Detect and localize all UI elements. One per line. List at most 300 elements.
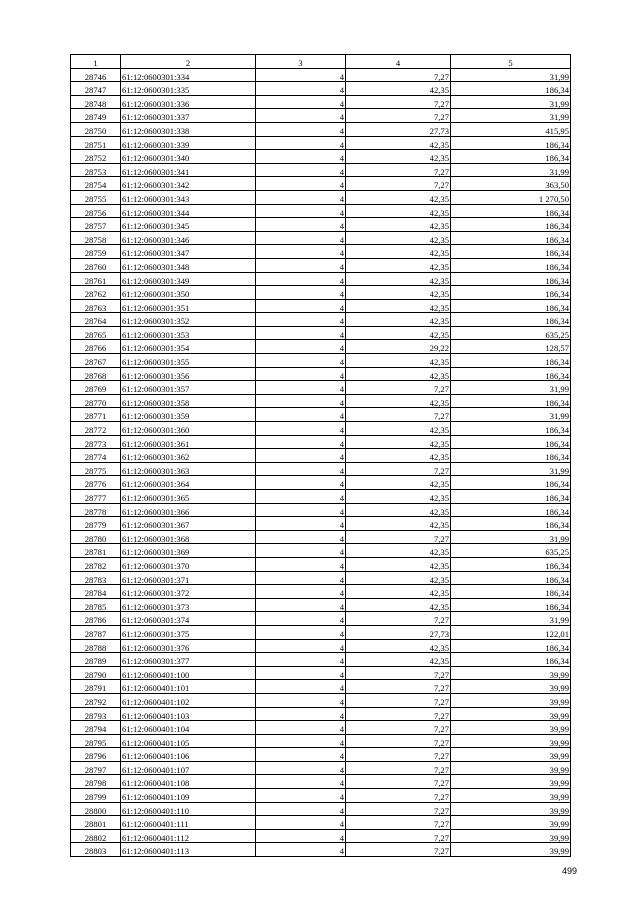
row-number-cell: 28776 (71, 476, 121, 490)
cadastral-number-cell: 61:12:0600301:359 (121, 408, 256, 422)
rate-cell: 42,35 (346, 136, 451, 150)
rate-cell: 7,27 (346, 612, 451, 626)
group-cell: 4 (256, 326, 346, 340)
row-number-cell: 28750 (71, 122, 121, 136)
group-cell: 4 (256, 666, 346, 680)
table-row (71, 680, 571, 694)
row-number-cell: 28754 (71, 177, 121, 191)
rate-cell: 7,27 (346, 408, 451, 422)
value-cell: 186,34 (451, 639, 571, 653)
value-cell: 186,34 (451, 258, 571, 272)
row-number-cell: 28802 (71, 829, 121, 843)
rate-cell: 42,35 (346, 517, 451, 531)
table-row (71, 517, 571, 531)
group-cell: 4 (256, 422, 346, 436)
column-header-1: 1 (71, 55, 121, 69)
group-cell: 4 (256, 476, 346, 490)
rate-cell: 42,35 (346, 476, 451, 490)
rate-cell: 7,27 (346, 843, 451, 857)
group-cell: 4 (256, 761, 346, 775)
table-row (71, 653, 571, 667)
cadastral-number-cell: 61:12:0600301:353 (121, 326, 256, 340)
group-cell: 4 (256, 829, 346, 843)
value-cell: 128,57 (451, 340, 571, 354)
table-row (71, 82, 571, 96)
value-cell: 39,99 (451, 748, 571, 762)
table-row (71, 625, 571, 639)
rate-cell: 7,27 (346, 530, 451, 544)
row-number-cell: 28789 (71, 653, 121, 667)
cadastral-number-cell: 61:12:0600301:349 (121, 272, 256, 286)
group-cell: 4 (256, 598, 346, 612)
table-row (71, 258, 571, 272)
column-header-5: 5 (451, 55, 571, 69)
group-cell: 4 (256, 544, 346, 558)
table-row (71, 313, 571, 327)
row-number-cell: 28779 (71, 517, 121, 531)
table-row (71, 530, 571, 544)
row-number-cell: 28769 (71, 381, 121, 395)
cadastral-number-cell: 61:12:0600301:338 (121, 122, 256, 136)
table-row (71, 503, 571, 517)
row-number-cell: 28803 (71, 843, 121, 857)
rate-cell: 42,35 (346, 435, 451, 449)
table-row (71, 449, 571, 463)
rate-cell: 27,73 (346, 122, 451, 136)
value-cell: 39,99 (451, 829, 571, 843)
group-cell: 4 (256, 843, 346, 857)
value-cell: 186,34 (451, 218, 571, 232)
table-row (71, 367, 571, 381)
value-cell: 186,34 (451, 653, 571, 667)
group-cell: 4 (256, 449, 346, 463)
cadastral-number-cell: 61:12:0600301:341 (121, 163, 256, 177)
table-row (71, 748, 571, 762)
value-cell: 186,34 (451, 517, 571, 531)
table-row (71, 639, 571, 653)
value-cell: 39,99 (451, 666, 571, 680)
group-cell: 4 (256, 517, 346, 531)
rate-cell: 42,35 (346, 82, 451, 96)
table-row (71, 843, 571, 857)
cadastral-number-cell: 61:12:0600301:369 (121, 544, 256, 558)
value-cell: 186,34 (451, 449, 571, 463)
cadastral-number-cell: 61:12:0600301:343 (121, 190, 256, 204)
rate-cell: 7,27 (346, 381, 451, 395)
group-cell: 4 (256, 721, 346, 735)
row-number-cell: 28761 (71, 272, 121, 286)
group-cell: 4 (256, 557, 346, 571)
value-cell: 186,34 (451, 490, 571, 504)
row-number-cell: 28782 (71, 557, 121, 571)
row-number-cell: 28775 (71, 462, 121, 476)
group-cell: 4 (256, 462, 346, 476)
table-row (71, 190, 571, 204)
row-number-cell: 28763 (71, 299, 121, 313)
cadastral-number-cell: 61:12:0600301:350 (121, 286, 256, 300)
group-cell: 4 (256, 625, 346, 639)
value-cell: 186,34 (451, 585, 571, 599)
value-cell: 186,34 (451, 354, 571, 368)
value-cell: 186,34 (451, 435, 571, 449)
table-row (71, 612, 571, 626)
table-row (71, 789, 571, 803)
row-number-cell: 28792 (71, 693, 121, 707)
row-number-cell: 28801 (71, 816, 121, 830)
cadastral-number-cell: 61:12:0600301:334 (121, 68, 256, 82)
group-cell: 4 (256, 286, 346, 300)
rate-cell: 7,27 (346, 666, 451, 680)
rate-cell: 42,35 (346, 204, 451, 218)
table-row (71, 231, 571, 245)
cadastral-number-cell: 61:12:0600301:366 (121, 503, 256, 517)
cadastral-number-cell: 61:12:0600301:363 (121, 462, 256, 476)
group-cell: 4 (256, 177, 346, 191)
value-cell: 31,99 (451, 462, 571, 476)
group-cell: 4 (256, 775, 346, 789)
rate-cell: 42,35 (346, 422, 451, 436)
cadastral-number-cell: 61:12:0600301:355 (121, 354, 256, 368)
cadastral-number-cell: 61:12:0600301:336 (121, 95, 256, 109)
row-number-cell: 28749 (71, 109, 121, 123)
table-row (71, 462, 571, 476)
value-cell: 39,99 (451, 761, 571, 775)
value-cell: 39,99 (451, 775, 571, 789)
row-number-cell: 28784 (71, 585, 121, 599)
row-number-cell: 28753 (71, 163, 121, 177)
cadastral-number-cell: 61:12:0600401:113 (121, 843, 256, 857)
row-number-cell: 28748 (71, 95, 121, 109)
row-number-cell: 28773 (71, 435, 121, 449)
table-row (71, 381, 571, 395)
group-cell: 4 (256, 748, 346, 762)
group-cell: 4 (256, 680, 346, 694)
rate-cell: 42,35 (346, 272, 451, 286)
table-row (71, 544, 571, 558)
cadastral-number-cell: 61:12:0600401:108 (121, 775, 256, 789)
value-cell: 635,25 (451, 544, 571, 558)
group-cell: 4 (256, 571, 346, 585)
cadastral-number-cell: 61:12:0600301:362 (121, 449, 256, 463)
cadastral-number-cell: 61:12:0600301:335 (121, 82, 256, 96)
group-cell: 4 (256, 734, 346, 748)
group-cell: 4 (256, 95, 346, 109)
rate-cell: 7,27 (346, 95, 451, 109)
row-number-cell: 28757 (71, 218, 121, 232)
row-number-cell: 28771 (71, 408, 121, 422)
row-number-cell: 28786 (71, 612, 121, 626)
table-row (71, 326, 571, 340)
cadastral-number-cell: 61:12:0600301:351 (121, 299, 256, 313)
table-row (71, 68, 571, 82)
cadastral-number-cell: 61:12:0600401:102 (121, 693, 256, 707)
table-row (71, 177, 571, 191)
row-number-cell: 28758 (71, 231, 121, 245)
group-cell: 4 (256, 693, 346, 707)
group-cell: 4 (256, 367, 346, 381)
value-cell: 186,34 (451, 204, 571, 218)
value-cell: 186,34 (451, 571, 571, 585)
rate-cell: 7,27 (346, 775, 451, 789)
table-row (71, 721, 571, 735)
cadastral-number-cell: 61:12:0600301:356 (121, 367, 256, 381)
value-cell: 415,95 (451, 122, 571, 136)
table-row (71, 136, 571, 150)
table-row (71, 122, 571, 136)
rate-cell: 42,35 (346, 299, 451, 313)
value-cell: 31,99 (451, 530, 571, 544)
group-cell: 4 (256, 245, 346, 259)
cadastral-number-cell: 61:12:0600401:111 (121, 816, 256, 830)
table-row (71, 802, 571, 816)
page-number: 499 (562, 866, 578, 876)
rate-cell: 42,35 (346, 150, 451, 164)
table-row (71, 557, 571, 571)
table-row (71, 408, 571, 422)
group-cell: 4 (256, 585, 346, 599)
table-row (71, 816, 571, 830)
rate-cell: 42,35 (346, 258, 451, 272)
row-number-cell: 28793 (71, 707, 121, 721)
row-number-cell: 28795 (71, 734, 121, 748)
group-cell: 4 (256, 340, 346, 354)
value-cell: 31,99 (451, 163, 571, 177)
rate-cell: 42,35 (346, 503, 451, 517)
value-cell: 186,34 (451, 299, 571, 313)
group-cell: 4 (256, 218, 346, 232)
table-row (71, 476, 571, 490)
table-row (71, 598, 571, 612)
table-row (71, 490, 571, 504)
cadastral-number-cell: 61:12:0600301:346 (121, 231, 256, 245)
value-cell: 31,99 (451, 95, 571, 109)
value-cell: 39,99 (451, 789, 571, 803)
rate-cell: 42,35 (346, 449, 451, 463)
group-cell: 4 (256, 394, 346, 408)
rate-cell: 7,27 (346, 68, 451, 82)
value-cell: 31,99 (451, 381, 571, 395)
row-number-cell: 28755 (71, 190, 121, 204)
rate-cell: 7,27 (346, 177, 451, 191)
group-cell: 4 (256, 381, 346, 395)
cadastral-number-cell: 61:12:0600301:368 (121, 530, 256, 544)
row-number-cell: 28747 (71, 82, 121, 96)
group-cell: 4 (256, 204, 346, 218)
row-number-cell: 28796 (71, 748, 121, 762)
cadastral-number-cell: 61:12:0600301:370 (121, 557, 256, 571)
value-cell: 186,34 (451, 136, 571, 150)
cadastral-number-cell: 61:12:0600401:109 (121, 789, 256, 803)
rate-cell: 42,35 (346, 245, 451, 259)
cadastral-number-cell: 61:12:0600401:101 (121, 680, 256, 694)
group-cell: 4 (256, 707, 346, 721)
cadastral-number-cell: 61:12:0600301:344 (121, 204, 256, 218)
group-cell: 4 (256, 435, 346, 449)
row-number-cell: 28762 (71, 286, 121, 300)
cadastral-number-cell: 61:12:0600401:103 (121, 707, 256, 721)
group-cell: 4 (256, 82, 346, 96)
cadastral-number-cell: 61:12:0600301:375 (121, 625, 256, 639)
group-cell: 4 (256, 802, 346, 816)
group-cell: 4 (256, 109, 346, 123)
rate-cell: 42,35 (346, 639, 451, 653)
value-cell: 39,99 (451, 802, 571, 816)
value-cell: 31,99 (451, 109, 571, 123)
value-cell: 186,34 (451, 503, 571, 517)
rate-cell: 42,35 (346, 653, 451, 667)
value-cell: 186,34 (451, 150, 571, 164)
row-number-cell: 28746 (71, 68, 121, 82)
value-cell: 31,99 (451, 612, 571, 626)
rate-cell: 42,35 (346, 218, 451, 232)
rate-cell: 7,27 (346, 163, 451, 177)
value-cell: 186,34 (451, 557, 571, 571)
rate-cell: 7,27 (346, 693, 451, 707)
cadastral-number-cell: 61:12:0600301:337 (121, 109, 256, 123)
group-cell: 4 (256, 354, 346, 368)
row-number-cell: 28774 (71, 449, 121, 463)
group-cell: 4 (256, 816, 346, 830)
value-cell: 39,99 (451, 816, 571, 830)
group-cell: 4 (256, 789, 346, 803)
cadastral-number-cell: 61:12:0600301:342 (121, 177, 256, 191)
value-cell: 122,01 (451, 625, 571, 639)
table-row (71, 163, 571, 177)
table-row (71, 394, 571, 408)
row-number-cell: 28764 (71, 313, 121, 327)
rate-cell: 42,35 (346, 585, 451, 599)
rate-cell: 42,35 (346, 326, 451, 340)
table-row (71, 435, 571, 449)
table-row (71, 666, 571, 680)
value-cell: 186,34 (451, 82, 571, 96)
row-number-cell: 28759 (71, 245, 121, 259)
value-cell: 635,25 (451, 326, 571, 340)
rate-cell: 42,35 (346, 544, 451, 558)
rate-cell: 7,27 (346, 707, 451, 721)
value-cell: 186,34 (451, 313, 571, 327)
group-cell: 4 (256, 136, 346, 150)
row-number-cell: 28790 (71, 666, 121, 680)
rate-cell: 42,35 (346, 394, 451, 408)
cadastral-number-cell: 61:12:0600301:367 (121, 517, 256, 531)
value-cell: 39,99 (451, 734, 571, 748)
table-header-row (71, 55, 571, 69)
row-number-cell: 28765 (71, 326, 121, 340)
group-cell: 4 (256, 68, 346, 82)
rate-cell: 7,27 (346, 761, 451, 775)
cadastral-number-cell: 61:12:0600401:112 (121, 829, 256, 843)
group-cell: 4 (256, 639, 346, 653)
rate-cell: 42,35 (346, 598, 451, 612)
row-number-cell: 28799 (71, 789, 121, 803)
cadastral-number-cell: 61:12:0600301:371 (121, 571, 256, 585)
row-number-cell: 28794 (71, 721, 121, 735)
table-row (71, 422, 571, 436)
rate-cell: 7,27 (346, 734, 451, 748)
value-cell: 31,99 (451, 408, 571, 422)
cadastral-number-cell: 61:12:0600401:100 (121, 666, 256, 680)
row-number-cell: 28768 (71, 367, 121, 381)
value-cell: 186,34 (451, 231, 571, 245)
value-cell: 186,34 (451, 367, 571, 381)
group-cell: 4 (256, 530, 346, 544)
row-number-cell: 28787 (71, 625, 121, 639)
rate-cell: 7,27 (346, 748, 451, 762)
rate-cell: 42,35 (346, 231, 451, 245)
rate-cell: 29,22 (346, 340, 451, 354)
group-cell: 4 (256, 612, 346, 626)
cadastral-number-cell: 61:12:0600301:360 (121, 422, 256, 436)
cadastral-number-cell: 61:12:0600301:352 (121, 313, 256, 327)
table-row (71, 734, 571, 748)
column-header-2: 2 (121, 55, 256, 69)
table-row (71, 354, 571, 368)
row-number-cell: 28791 (71, 680, 121, 694)
cadastral-number-cell: 61:12:0600301:361 (121, 435, 256, 449)
row-number-cell: 28797 (71, 761, 121, 775)
value-cell: 186,34 (451, 598, 571, 612)
table-row (71, 707, 571, 721)
column-header-4: 4 (346, 55, 451, 69)
row-number-cell: 28752 (71, 150, 121, 164)
value-cell: 39,99 (451, 721, 571, 735)
table-row (71, 775, 571, 789)
table-row (71, 109, 571, 123)
rate-cell: 7,27 (346, 721, 451, 735)
group-cell: 4 (256, 408, 346, 422)
rate-cell: 42,35 (346, 190, 451, 204)
cadastral-number-cell: 61:12:0600301:354 (121, 340, 256, 354)
row-number-cell: 28772 (71, 422, 121, 436)
table-row (71, 571, 571, 585)
table-row (71, 272, 571, 286)
group-cell: 4 (256, 190, 346, 204)
rate-cell: 42,35 (346, 557, 451, 571)
cadastral-number-cell: 61:12:0600401:107 (121, 761, 256, 775)
cadastral-number-cell: 61:12:0600301:372 (121, 585, 256, 599)
row-number-cell: 28781 (71, 544, 121, 558)
row-number-cell: 28783 (71, 571, 121, 585)
rate-cell: 7,27 (346, 680, 451, 694)
cadastral-number-cell: 61:12:0600301:339 (121, 136, 256, 150)
value-cell: 31,99 (451, 68, 571, 82)
row-number-cell: 28785 (71, 598, 121, 612)
row-number-cell: 28800 (71, 802, 121, 816)
value-cell: 186,34 (451, 476, 571, 490)
cadastral-number-cell: 61:12:0600401:104 (121, 721, 256, 735)
rate-cell: 42,35 (346, 490, 451, 504)
registry-table (70, 54, 571, 857)
rate-cell: 27,73 (346, 625, 451, 639)
cadastral-number-cell: 61:12:0600301:348 (121, 258, 256, 272)
cadastral-number-cell: 61:12:0600301:376 (121, 639, 256, 653)
rate-cell: 42,35 (346, 313, 451, 327)
value-cell: 186,34 (451, 394, 571, 408)
cadastral-number-cell: 61:12:0600301:340 (121, 150, 256, 164)
table-row (71, 245, 571, 259)
value-cell: 186,34 (451, 245, 571, 259)
value-cell: 363,50 (451, 177, 571, 191)
cadastral-number-cell: 61:12:0600301:365 (121, 490, 256, 504)
row-number-cell: 28778 (71, 503, 121, 517)
value-cell: 186,34 (451, 286, 571, 300)
table-row (71, 693, 571, 707)
table-row (71, 340, 571, 354)
rate-cell: 7,27 (346, 462, 451, 476)
cadastral-number-cell: 61:12:0600301:364 (121, 476, 256, 490)
row-number-cell: 28751 (71, 136, 121, 150)
